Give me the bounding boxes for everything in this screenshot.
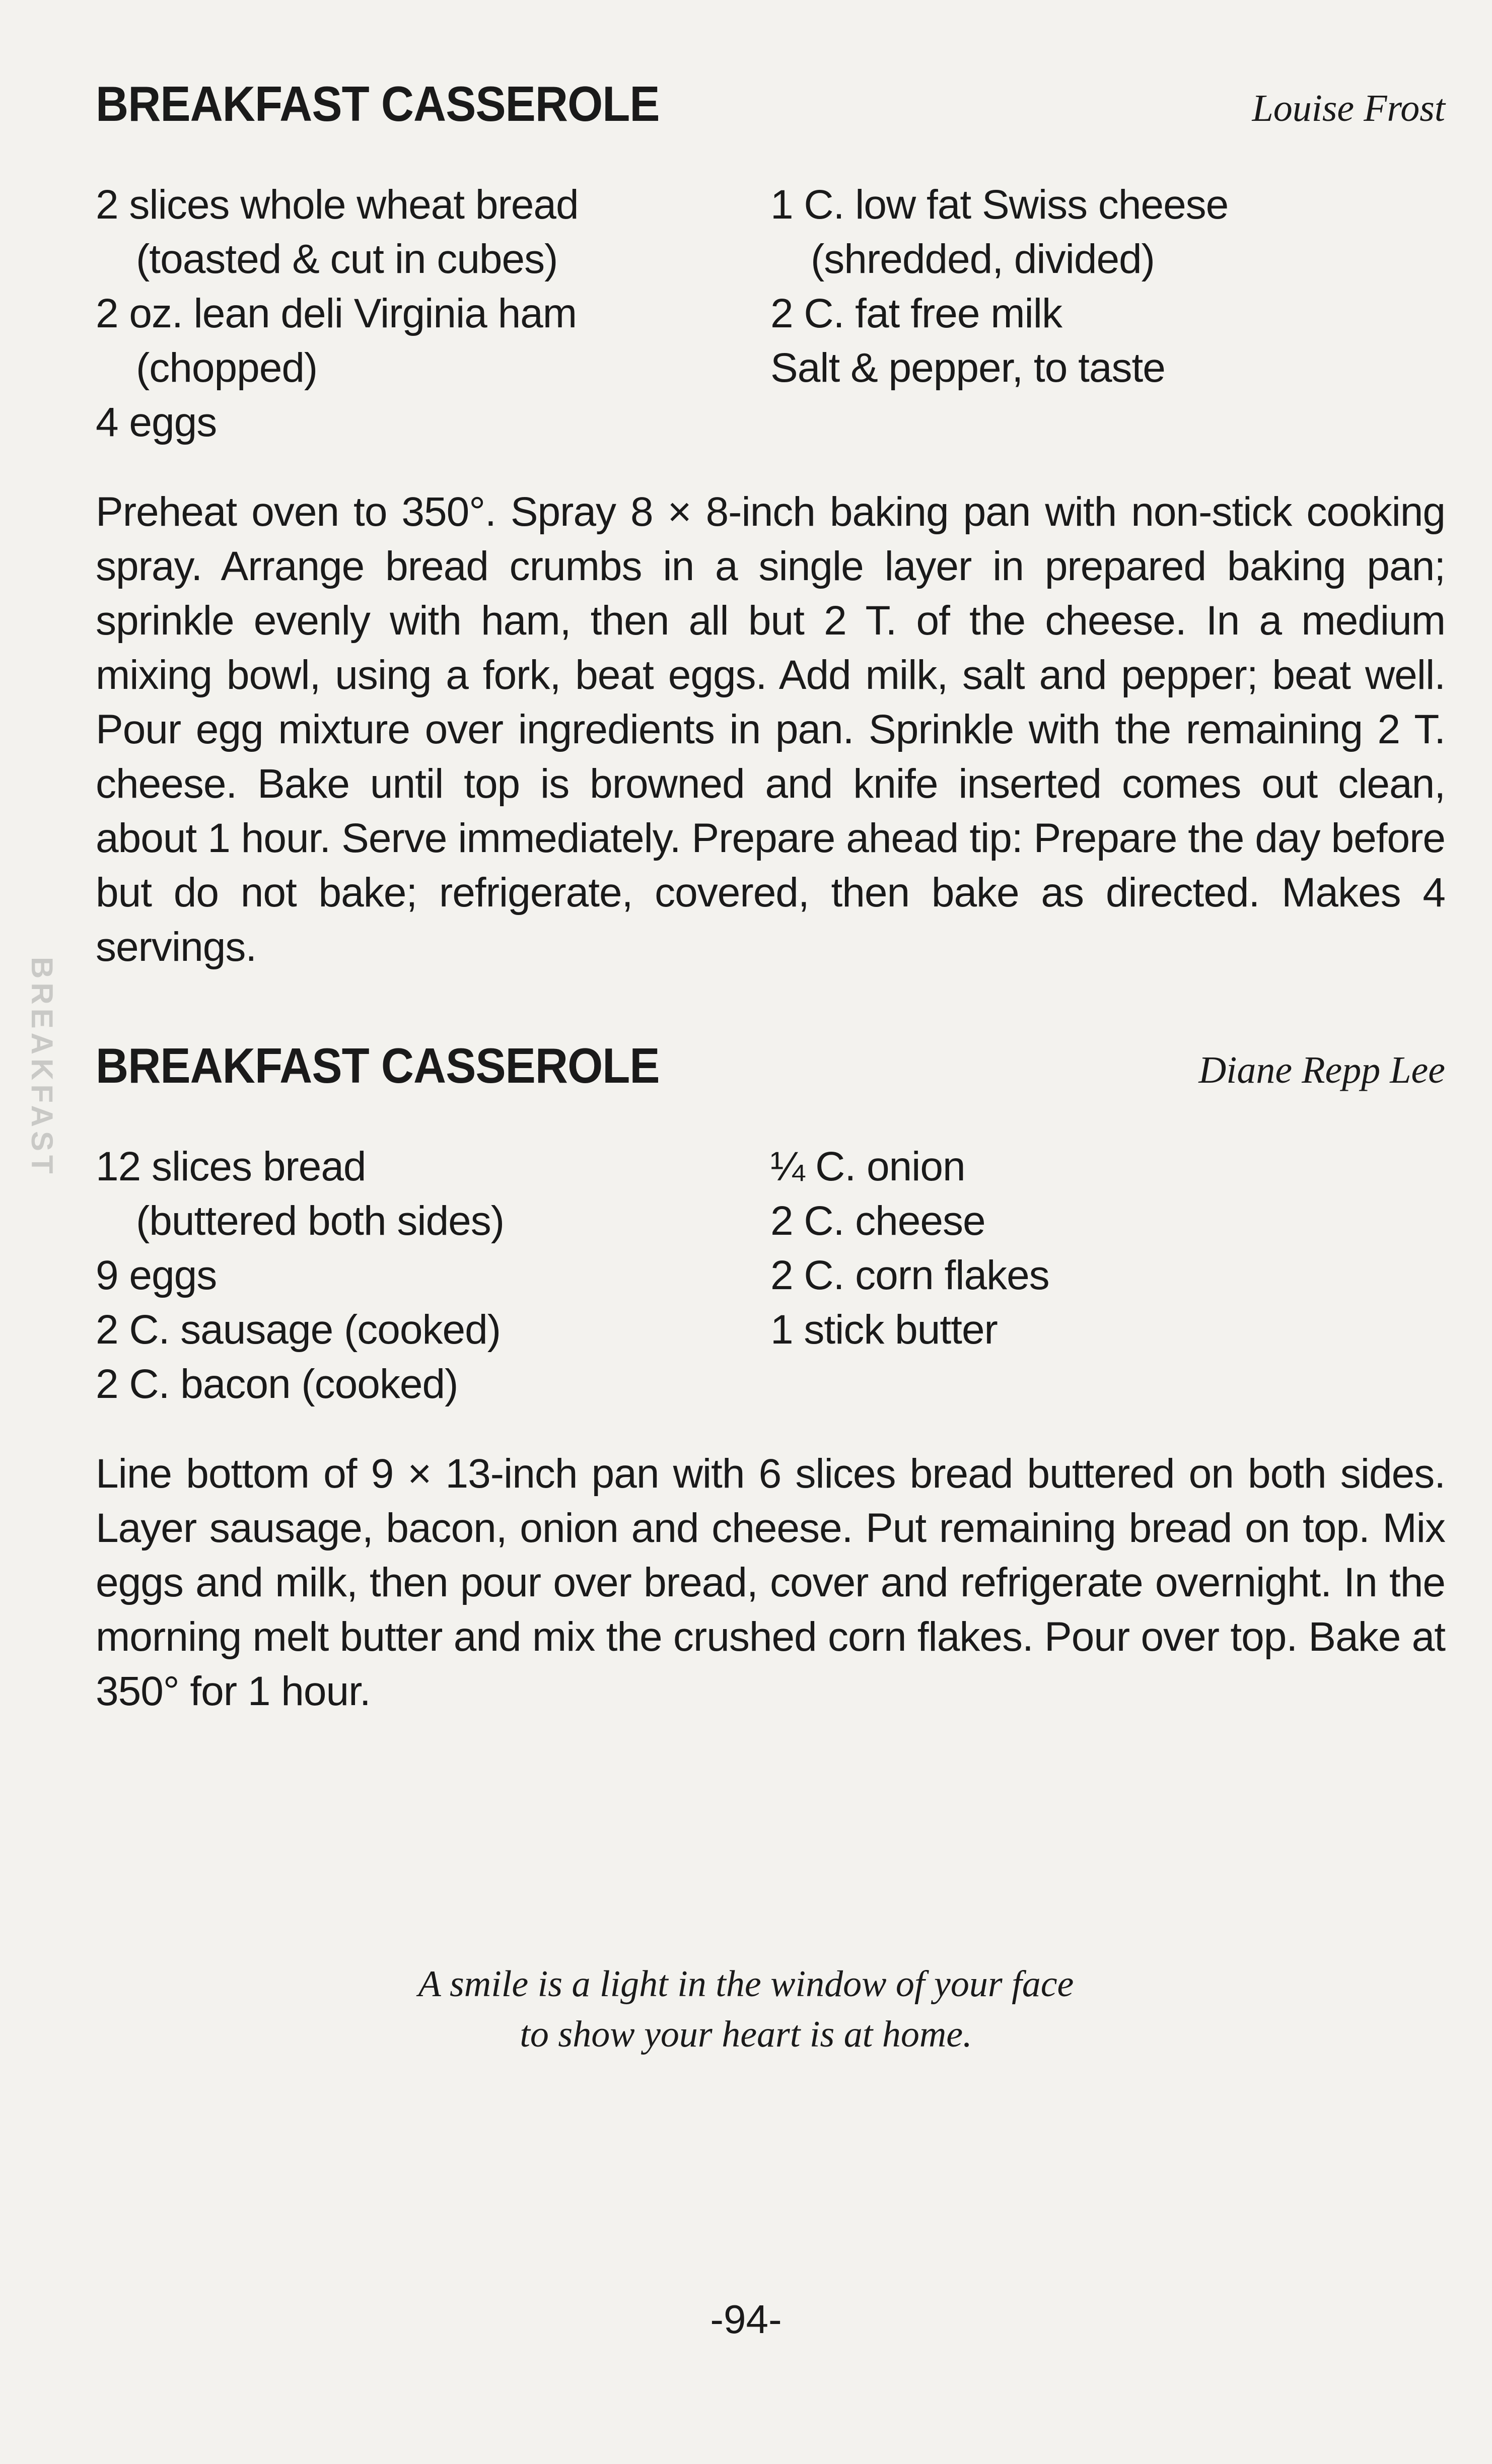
recipe-title: BREAKFAST CASSEROLE	[96, 1038, 660, 1093]
quote-line-2: to show your heart is at home.	[520, 2014, 972, 2055]
ingredient: 2 C. sausage (cooked)	[96, 1307, 501, 1353]
ingredient-column-right	[770, 1140, 1445, 1412]
recipe-header	[96, 76, 1445, 132]
recipe-author: Louise Frost	[1252, 87, 1445, 129]
ingredient-list	[96, 1140, 1445, 1412]
ingredient-list	[96, 178, 1445, 450]
ingredient: 2 oz. lean deli Virginia ham (chopped)	[96, 291, 577, 391]
ingredient: 9 eggs	[96, 1252, 217, 1298]
recipe-title: BREAKFAST CASSEROLE	[96, 76, 660, 131]
quote-line-1: A smile is a light in the window of your face	[418, 1963, 1074, 2005]
recipe-directions: Line bottom of 9 × 13-inch pan with 6 slices bread buttered on both sides. Layer sausage, bacon, onion and cheese. Put remaining bread on top. Mix eggs and milk, then pour over bread, cover and refrigerate overnight. In the morning melt butter and mix the crushed corn flakes. Pour over top. Bake at 350° for 1 hour.	[96, 1451, 1445, 1714]
page-number: -94-	[710, 2297, 782, 2342]
ingredient: 1 C. low fat Swiss cheese (shredded, divided)	[770, 182, 1229, 282]
ingredient: 2 slices whole wheat bread (toasted & cut in cubes)	[96, 182, 579, 282]
recipe-header	[96, 1037, 1445, 1094]
ingredient-column-left	[96, 1140, 770, 1412]
recipe-author: Diane Repp Lee	[1198, 1049, 1445, 1091]
ingredient: 1 stick butter	[770, 1307, 998, 1353]
recipe-directions: Preheat oven to 350°. Spray 8 × 8-inch baking pan with non-stick cooking spray. Arrange bread crumbs in a single layer in prepared baking pan; sprinkle evenly with ham, then all but 2 T. of the cheese. In a medium mixing bowl, using a fork, beat eggs. Add milk, salt and pepper; beat well. Pour egg mixture over ingredients in pan. Sprinkle with the remaining 2 T. cheese. Bake until top is browned and knife inserted comes out clean, about 1 hour. Serve immediately. Prepare ahead tip: Prepare the day before but do not bake; refrigerate, covered, then bake as directed. Makes 4 servings.	[96, 489, 1445, 970]
ingredient: 2 C. fat free milk	[770, 291, 1062, 336]
ingredient: 2 C. corn flakes	[770, 1252, 1049, 1298]
recipe-1	[96, 76, 1445, 974]
ingredient: 2 C. cheese	[770, 1198, 985, 1244]
ingredient: ¼ C. onion	[770, 1144, 965, 1189]
ingredient: Salt & pepper, to taste	[770, 345, 1165, 391]
ingredient: 12 slices bread (buttered both sides)	[96, 1144, 505, 1244]
ingredient: 2 C. bacon (cooked)	[96, 1361, 458, 1407]
recipe-2	[96, 1037, 1445, 1719]
ingredient: 4 eggs	[96, 399, 217, 445]
quote	[0, 1959, 1492, 2060]
ingredient-column-right	[770, 178, 1445, 450]
section-tab: BREAKFAST	[25, 957, 59, 1178]
ingredient-column-left	[96, 178, 770, 450]
